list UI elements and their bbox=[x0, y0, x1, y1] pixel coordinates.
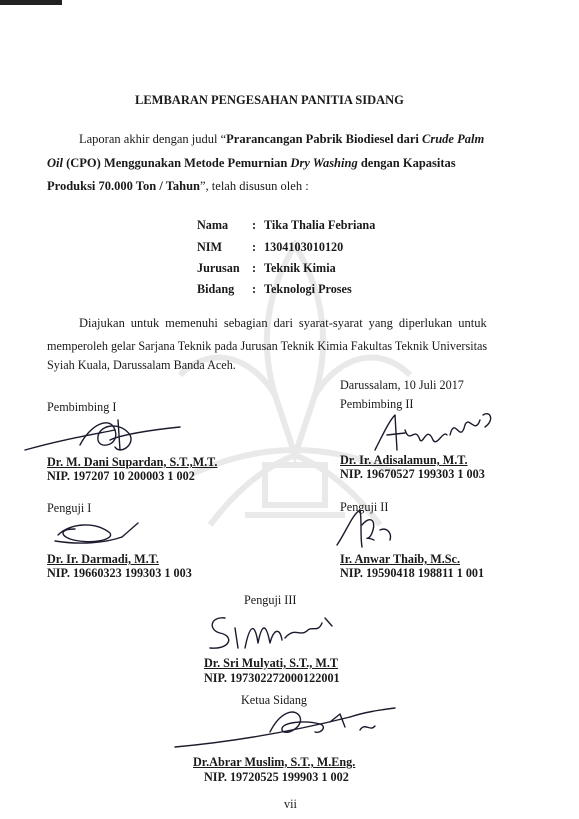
field-value: Tika Thalia Febriana bbox=[264, 218, 376, 232]
ketua-name: Dr.Abrar Muslim, S.T., M.Eng. bbox=[193, 755, 356, 769]
pembimbing1-nip: NIP. 197207 10 200003 1 002 bbox=[47, 469, 195, 483]
penguji1-role: Penguji I bbox=[47, 501, 92, 515]
penguji2-role: Penguji II bbox=[340, 500, 389, 514]
thesis-title-part: (CPO) Menggunakan Metode Pemurnian bbox=[62, 156, 291, 170]
page-number: vii bbox=[284, 797, 297, 811]
place-date: Darussalam, 10 Juli 2017 bbox=[340, 378, 464, 392]
thesis-title-italic: Crude Palm bbox=[422, 132, 485, 146]
field-label: Jurusan bbox=[197, 261, 240, 275]
field-colon: : bbox=[252, 240, 257, 254]
field-value: Teknologi Proses bbox=[264, 282, 352, 296]
intro-text: Laporan akhir dengan judul “ bbox=[79, 132, 227, 146]
field-label: Bidang bbox=[197, 282, 235, 296]
student-bidang-row bbox=[197, 282, 397, 298]
pembimbing2-signature bbox=[365, 405, 515, 460]
pembimbing2-name: Dr. Ir. Adisalamun, M.T. bbox=[340, 453, 468, 467]
thesis-title-italic: Oil bbox=[47, 156, 63, 170]
intro-text: ”, telah disusun oleh : bbox=[200, 179, 309, 193]
field-label: NIM bbox=[197, 240, 223, 254]
thesis-title-italic: Dry Washing bbox=[290, 156, 358, 170]
purpose-line-1: Diajukan untuk memenuhi sebagian dari syarat-syarat yang diperlukan untuk bbox=[79, 316, 487, 330]
penguji2-nip: NIP. 19590418 198811 1 001 bbox=[340, 566, 485, 580]
penguji2-name: Ir. Anwar Thaib, M.Sc. bbox=[340, 552, 460, 566]
pembimbing2-nip: NIP. 19670527 199303 1 003 bbox=[340, 467, 485, 481]
field-value: Teknik Kimia bbox=[264, 261, 336, 275]
field-colon: : bbox=[252, 218, 257, 232]
purpose-line-3: Syiah Kuala, Darussalam Banda Aceh. bbox=[47, 358, 236, 372]
penguji3-nip: NIP. 197302272000122001 bbox=[204, 671, 340, 685]
penguji3-role: Penguji III bbox=[244, 593, 297, 607]
field-colon: : bbox=[252, 261, 257, 275]
ketua-role: Ketua Sidang bbox=[241, 693, 308, 707]
penguji1-nip: NIP. 19660323 199303 1 003 bbox=[47, 566, 192, 580]
ketua-signature bbox=[170, 702, 400, 757]
intro-line-1 bbox=[79, 132, 484, 147]
field-value: 1304103010120 bbox=[264, 240, 344, 254]
pembimbing1-role: Pembimbing I bbox=[47, 400, 117, 414]
student-nim-row bbox=[197, 240, 397, 256]
penguji1-signature bbox=[50, 515, 145, 555]
purpose-line-2: memperoleh gelar Sarjana Teknik pada Jurusan Teknik Kimia Fakultas Teknik Universitas bbox=[47, 339, 488, 353]
thesis-title-part: Prarancangan Pabrik Biodiesel dari bbox=[226, 132, 423, 146]
intro-line-2 bbox=[47, 156, 456, 171]
penguji2-signature bbox=[332, 505, 402, 555]
student-jurusan-row bbox=[197, 261, 397, 277]
thesis-title-part: dengan Kapasitas bbox=[357, 156, 456, 170]
field-colon: : bbox=[252, 282, 257, 296]
ketua-nip: NIP. 19720525 199903 1 002 bbox=[204, 770, 349, 784]
intro-line-3 bbox=[47, 179, 309, 194]
penguji1-name: Dr. Ir. Darmadi, M.T. bbox=[47, 552, 159, 566]
field-label: Nama bbox=[197, 218, 229, 232]
pembimbing1-name: Dr. M. Dani Supardan, S.T.,M.T. bbox=[47, 455, 218, 469]
scan-edge-mark bbox=[0, 0, 62, 5]
penguji3-signature bbox=[200, 608, 340, 658]
student-name-row bbox=[197, 218, 397, 234]
thesis-title-part: Produksi 70.000 Ton / Tahun bbox=[47, 179, 200, 193]
penguji3-name: Dr. Sri Mulyati, S.T., M.T bbox=[204, 656, 339, 670]
page-title: LEMBARAN PENGESAHAN PANITIA SIDANG bbox=[135, 93, 404, 107]
pembimbing2-role: Pembimbing II bbox=[340, 397, 414, 411]
